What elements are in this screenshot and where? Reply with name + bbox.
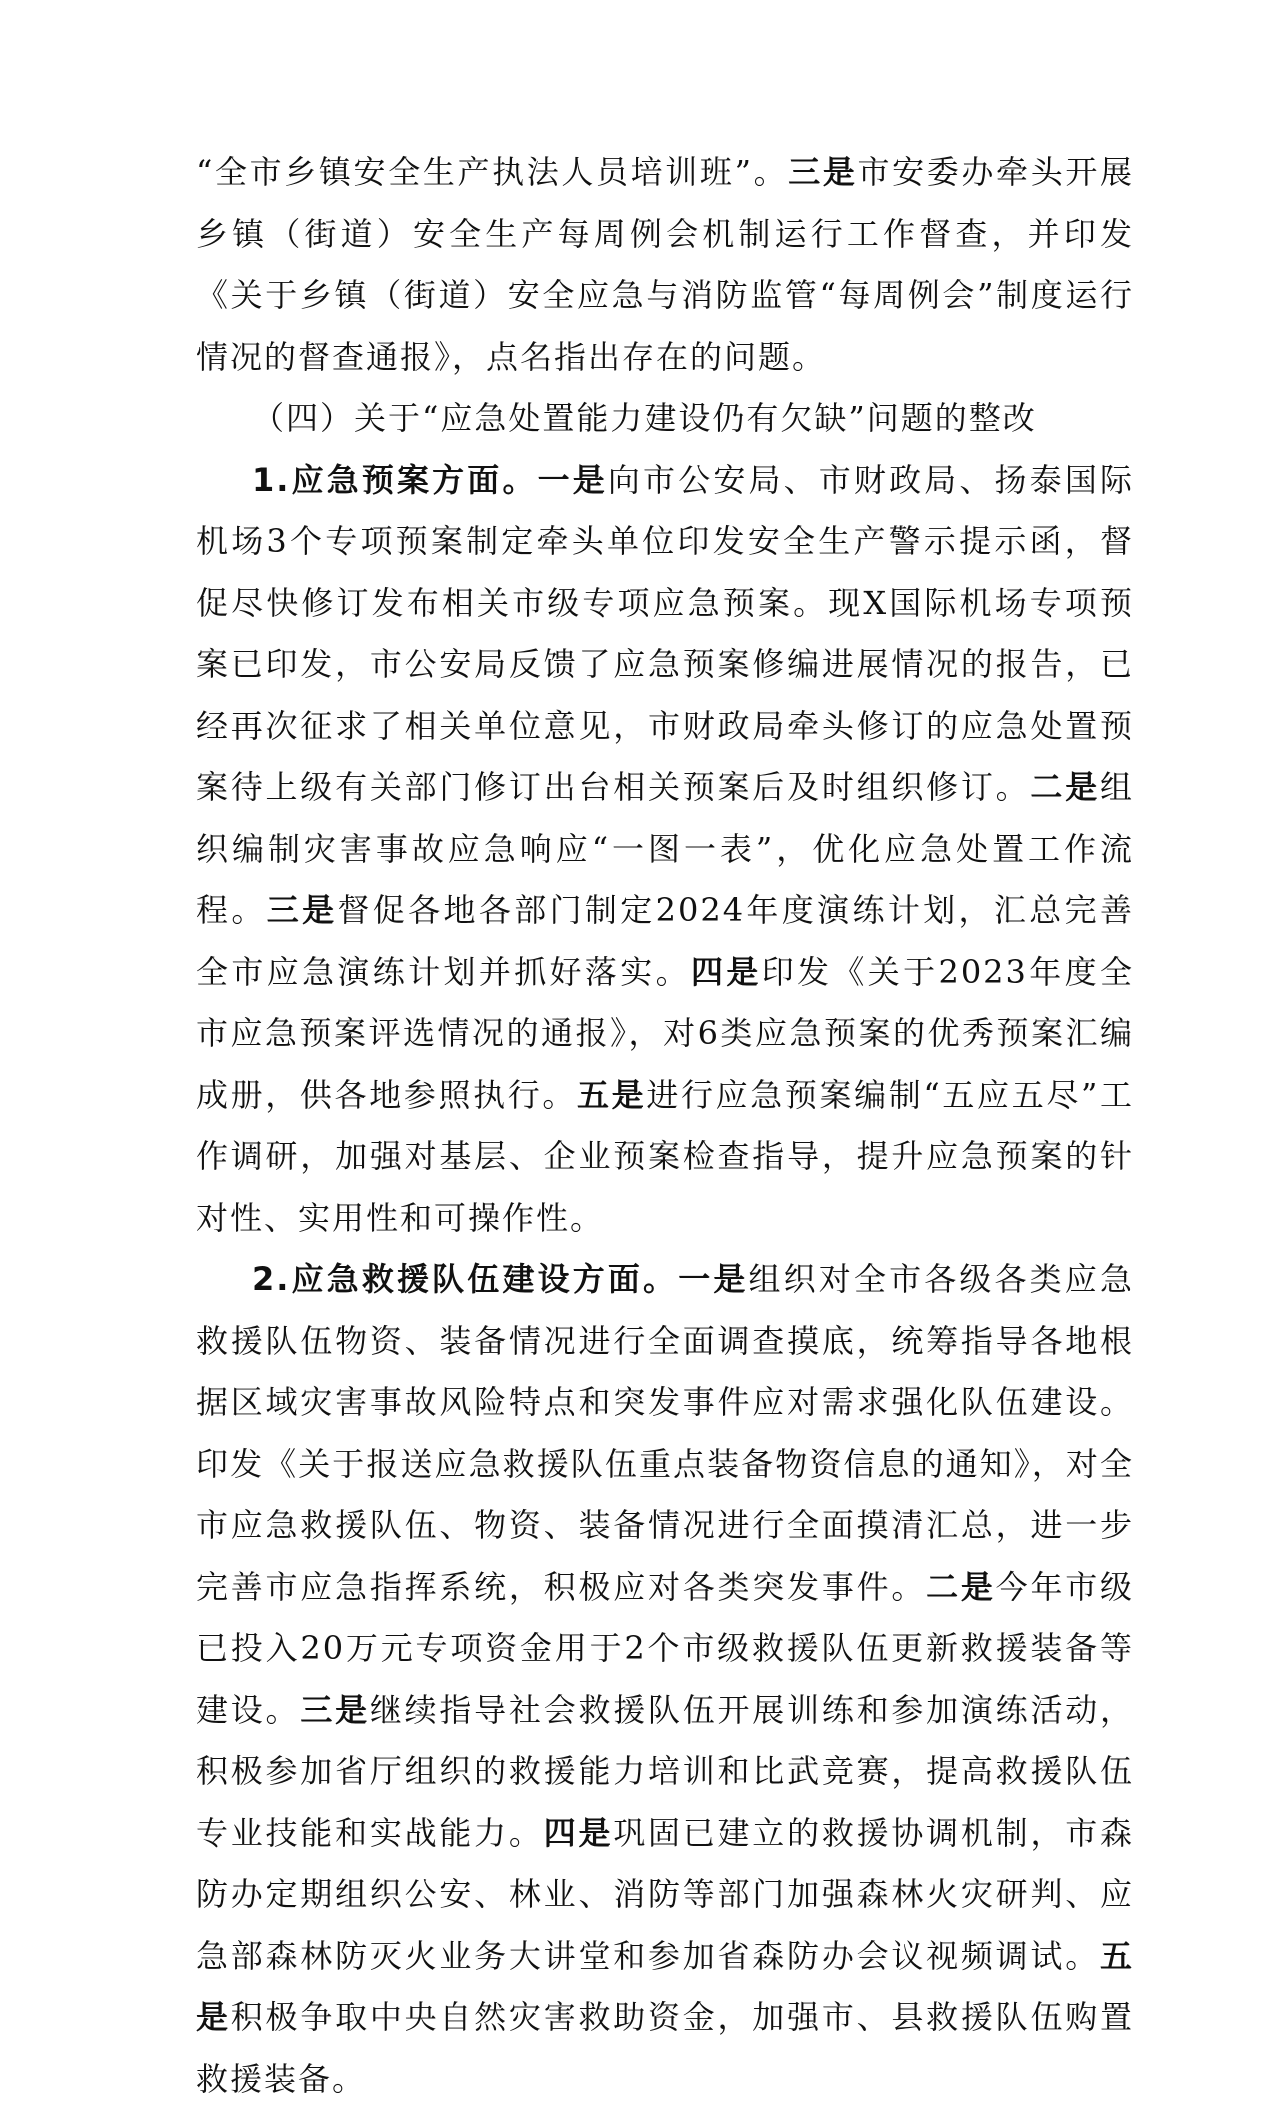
subheading-text: 2.应急救援队伍建设方面。 [252, 1260, 679, 1298]
heading-text: （四）关于“应急处置能力建设仍有欠缺”问题的整改 [252, 399, 1037, 437]
paragraph-emergency-plans [196, 450, 1134, 1250]
text-segment: 市安委办牵头开展乡镇（街道）安全生产每周例会机制运行工作督查，并印发《关于乡镇（街道）安全应急与消防监管“每周例会”制度运行情况的督查通报》，点名指出存在的问题。 [196, 153, 1134, 376]
bold-marker: 二是 [1030, 768, 1100, 806]
text-segment: 进行应急预案编制“五应五尽”工作调研，加强对基层、企业预案检查指导，提升应急预案的针对性、实用性和可操作性。 [196, 1075, 1134, 1237]
text-segment: 积极争取中央自然灾害救助资金，加强市、县救援队伍购置救援装备。 [196, 1998, 1134, 2098]
bold-marker: 三是 [300, 1690, 370, 1729]
paragraph-rescue-teams [196, 1249, 1134, 2110]
text-segment: 组织编制灾害事故应急响应“一图一表”，优化应急处置工作流程。 [196, 768, 1134, 929]
document-body [196, 142, 1134, 2110]
bold-marker: 三是 [788, 153, 858, 191]
text-segment: 印发《关于2023年度全市应急预案评选情况的通报》，对6类应急预案的优秀预案汇编成册，供各地参照执行。 [196, 952, 1134, 1114]
bold-marker: 二是 [926, 1567, 996, 1606]
text-segment: 继续指导社会救援队伍开展训练和参加演练活动，积极参加省厅组织的救援能力培训和比武竞赛，提高救援队伍专业技能和实战能力。 [196, 1690, 1134, 1852]
bold-marker: 四是 [690, 952, 762, 991]
bold-marker: 三是 [266, 891, 338, 929]
bold-marker: 五是 [577, 1075, 647, 1114]
bold-marker: 一是 [678, 1260, 749, 1298]
subheading-text: 1.应急预案方面。 [252, 460, 538, 499]
section-heading [196, 388, 1134, 450]
text-segment: 组织对全市各级各类应急救援队伍物资、装备情况进行全面调查摸底，统筹指导各地根据区域灾害事故风险特点和突发事件应对需求强化队伍建设。印发《关于报送应急救援队伍重点装备物资信息的通知》，对全市应急救援队伍、物资、装备情况进行全面摸清汇总，进一步完善市应急指挥系统，积极应对各类突发事件。 [196, 1260, 1134, 1606]
bold-marker: 一是 [537, 460, 608, 499]
paragraph-continuation [196, 142, 1134, 388]
text-segment: 督促各地各部门制定2024年度演练计划，汇总完善全市应急演练计划并抓好落实。 [196, 891, 1134, 991]
text-segment: 巩固已建立的救援协调机制，市森防办定期组织公安、林业、消防等部门加强森林火灾研判、应急部森林防灭火业务大讲堂和参加省森防办会议视频调试。 [196, 1813, 1134, 1975]
text-segment: “全市乡镇安全生产执法人员培训班”。 [196, 153, 789, 191]
text-segment: 向市公安局、市财政局、扬泰国际机场3个专项预案制定牵头单位印发安全生产警示提示函，督促尽快修订发布相关市级专项应急预案。现X国际机场专项预案已印发，市公安局反馈了应急预案修编进展情况的报告，已经再次征求了相关单位意见，市财政局牵头修订的应急处置预案待上级有关部门修订出台相关预案后及时组织修订。 [196, 460, 1134, 806]
bold-marker: 四是 [543, 1813, 614, 1852]
bold-marker: 五是 [196, 1936, 1134, 2036]
text-segment: 今年市级已投入20万元专项资金用于2个市级救援队伍更新救援装备等建设。 [196, 1567, 1134, 1729]
